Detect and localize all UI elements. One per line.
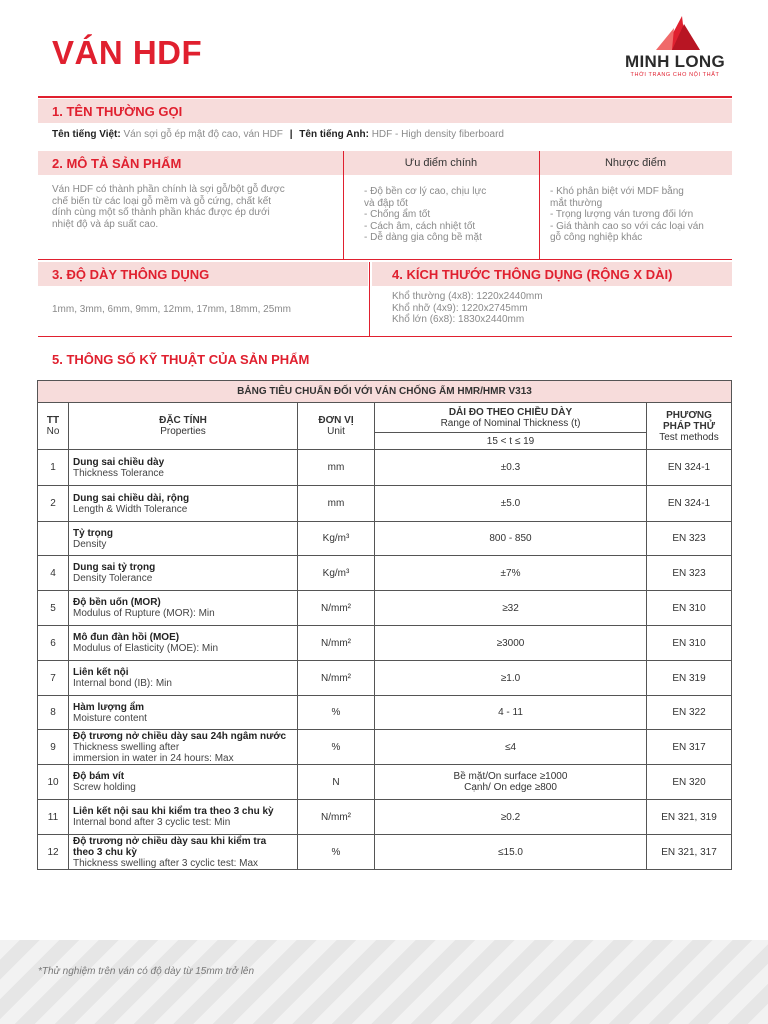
- table-row: [38, 661, 732, 696]
- row-value: ±7%: [375, 556, 647, 591]
- row-unit: %: [298, 730, 375, 765]
- property-en: Thickness swelling after immersion in water in 24 hours: Max: [73, 741, 234, 764]
- row-method: EN 310: [647, 591, 732, 626]
- row-method: EN 319: [647, 661, 732, 696]
- row-number: [38, 522, 69, 556]
- property-vi: Dung sai tỷ trọng: [73, 562, 156, 573]
- property-vi: Liên kết nội sau khi kiểm tra theo 3 chu kỳ: [73, 806, 274, 817]
- vi-name-label: Tên tiếng Việt:: [52, 129, 121, 140]
- row-method: EN 317: [647, 730, 732, 765]
- row-value: ≤15.0: [375, 835, 647, 870]
- table-caption: BẢNG TIÊU CHUẨN ĐỐI VỚI VÁN CHỐNG ẨM HMR/HMR V313: [38, 381, 732, 403]
- logo-tagline: THỜI TRANG CHO NỘI THẤT: [630, 72, 720, 78]
- property-vi: Dung sai chiều dài, rộng: [73, 492, 190, 504]
- row-value: Bề mặt/On surface ≥1000 Cạnh/ On edge ≥800: [375, 765, 647, 800]
- property-en: Moisture content: [73, 712, 147, 724]
- pros-list: - Độ bền cơ lý cao, chịu lực và đập tốt - Chống ẩm tốt - Cách âm, cách nhiệt tốt - Dễ dàng gia công bề mặt: [364, 186, 487, 243]
- row-property: [69, 661, 298, 696]
- col-header-range-sub: 15 < t ≤ 19: [375, 433, 647, 450]
- row-method: EN 322: [647, 696, 732, 730]
- spec-table: [37, 380, 732, 870]
- row-value: ±0.3: [375, 450, 647, 486]
- table-row: [38, 556, 732, 591]
- row-unit: mm: [298, 450, 375, 486]
- property-vi: Liên kết nội: [73, 667, 129, 678]
- property-vi: Hàm lượng ẩm: [73, 701, 145, 713]
- col-header-method: PHƯƠNG PHÁP THỬ Test methods: [647, 403, 732, 450]
- row-method: EN 310: [647, 626, 732, 661]
- property-vi: Dung sai chiều dày: [73, 456, 165, 468]
- row-method: EN 320: [647, 765, 732, 800]
- section2-divider-2: [539, 151, 540, 259]
- row-property: [69, 591, 298, 626]
- row-value: ≥0.2: [375, 800, 647, 835]
- product-description: Ván HDF có thành phần chính là sợi gỗ/bột gỗ được chế biến từ các loại gỗ mềm và gỗ cứng, chất kết dính cùng một số thành phần khác được ép dưới nhiệt độ và áp suất cao.: [52, 184, 285, 230]
- section1-heading: 1. TÊN THƯỜNG GỌI: [52, 104, 183, 119]
- row-unit: Kg/m³: [298, 522, 375, 556]
- row-number: 4: [38, 556, 69, 591]
- row-property: [69, 626, 298, 661]
- col-header-range: DẢI ĐO THEO CHIỀU DÀY Range of Nominal Thickness (t): [375, 403, 647, 433]
- section2-band: [38, 151, 732, 175]
- row-property: [69, 730, 298, 765]
- row-value: ≤4: [375, 730, 647, 765]
- row-number: 9: [38, 730, 69, 765]
- row-property: [69, 835, 298, 870]
- cons-list: - Khó phân biệt với MDF bằng mắt thường - Trọng lượng ván tương đối lớn - Giá thành cao so với các loại ván gỗ công nghiệp khác: [550, 186, 704, 243]
- property-vi: Mô đun đàn hồi (MOE): [73, 632, 180, 643]
- sail-logo-icon: [612, 14, 738, 54]
- row-method: EN 323: [647, 556, 732, 591]
- row-unit: N: [298, 765, 375, 800]
- row-method: EN 324-1: [647, 486, 732, 522]
- table-row: [38, 626, 732, 661]
- section34-divider: [369, 262, 370, 336]
- row-number: 8: [38, 696, 69, 730]
- property-en: Internal bond (IB): Min: [73, 678, 172, 689]
- property-en: Modulus of Rupture (MOR): Min: [73, 608, 215, 619]
- table-row: [38, 591, 732, 626]
- logo-name: MINH LONG: [625, 52, 725, 71]
- section2-divider-1: [343, 151, 344, 259]
- property-vi: Độ trương nở chiều dày sau khi kiểm tra theo 3 chu kỳ: [73, 835, 267, 858]
- row-number: 1: [38, 450, 69, 486]
- en-name-label: Tên tiếng Anh:: [299, 129, 369, 140]
- row-method: EN 321, 319: [647, 800, 732, 835]
- name-divider: |: [289, 129, 293, 140]
- section4-heading: 4. KÍCH THƯỚC THÔNG DỤNG (RỘNG X DÀI): [392, 267, 673, 282]
- property-vi: Độ bám vít: [73, 771, 125, 782]
- col-header-properties: ĐẶC TÍNH Properties: [69, 403, 298, 450]
- property-vi: Độ trương nở chiều dày sau 24h ngâm nước: [73, 730, 287, 742]
- table-row: [38, 730, 732, 765]
- table-row: [38, 522, 732, 556]
- row-unit: N/mm²: [298, 661, 375, 696]
- row-number: 6: [38, 626, 69, 661]
- property-vi: Tỷ trọng: [73, 527, 113, 539]
- row-value: ±5.0: [375, 486, 647, 522]
- property-en: Thickness swelling after 3 cyclic test: Max: [73, 857, 259, 869]
- spec-table-body: [38, 450, 732, 870]
- property-en: Modulus of Elasticity (MOE): Min: [73, 643, 219, 654]
- pros-heading: Ưu điểm chính: [404, 157, 478, 169]
- section1-band: [38, 99, 732, 123]
- table-row: [38, 486, 732, 522]
- row-property: [69, 800, 298, 835]
- page-title: VÁN HDF: [52, 34, 203, 71]
- property-en: Thickness Tolerance: [73, 467, 164, 479]
- size-list: Khổ thường (4x8): 1220x2440mm Khổ nhỡ (4x9): 1220x2745mm Khổ lớn (6x8): 1830x2440mm: [392, 291, 543, 325]
- table-row: [38, 696, 732, 730]
- row-unit: Kg/m³: [298, 556, 375, 591]
- row-property: [69, 696, 298, 730]
- table-row: [38, 765, 732, 800]
- section34-bottom-rule: [38, 336, 732, 337]
- property-en: Density: [73, 538, 107, 550]
- en-name-value: HDF - High density fiberboard: [371, 129, 504, 140]
- col-header-unit: ĐƠN VỊ Unit: [298, 403, 375, 450]
- row-method: EN 324-1: [647, 450, 732, 486]
- row-number: 7: [38, 661, 69, 696]
- row-number: 2: [38, 486, 69, 522]
- row-property: [69, 486, 298, 522]
- row-method: EN 321, 317: [647, 835, 732, 870]
- row-unit: %: [298, 835, 375, 870]
- section4-band: [372, 262, 732, 286]
- row-value: ≥1.0: [375, 661, 647, 696]
- footer-note: *Thử nghiệm trên ván có độ dày từ 15mm trở lên: [38, 966, 255, 977]
- section3-heading: 3. ĐỘ DÀY THÔNG DỤNG: [52, 267, 210, 282]
- property-en: Length & Width Tolerance: [73, 503, 188, 515]
- vi-name-value: Ván sợi gỗ ép mật độ cao, ván HDF: [123, 129, 283, 140]
- row-value: 4 - 11: [375, 696, 647, 730]
- table-row: [38, 835, 732, 870]
- cons-heading: Nhược điểm: [604, 157, 667, 169]
- table-row: [38, 450, 732, 486]
- row-number: 10: [38, 765, 69, 800]
- section5-heading: 5. THÔNG SỐ KỸ THUẬT CỦA SẢN PHẨM: [52, 352, 310, 367]
- row-property: [69, 522, 298, 556]
- row-number: 12: [38, 835, 69, 870]
- row-value: 800 - 850: [375, 522, 647, 556]
- section3-band: [38, 262, 368, 286]
- row-property: [69, 765, 298, 800]
- row-value: ≥3000: [375, 626, 647, 661]
- property-vi: Độ bền uốn (MOR): [73, 597, 161, 608]
- row-unit: %: [298, 696, 375, 730]
- property-en: Screw holding: [73, 782, 136, 793]
- section1-names: [52, 129, 504, 140]
- row-property: [69, 450, 298, 486]
- brand-logo: [612, 14, 738, 84]
- row-number: 5: [38, 591, 69, 626]
- row-unit: N/mm²: [298, 626, 375, 661]
- row-number: 11: [38, 800, 69, 835]
- row-value: ≥32: [375, 591, 647, 626]
- row-unit: N/mm²: [298, 800, 375, 835]
- row-method: EN 323: [647, 522, 732, 556]
- property-en: Internal bond after 3 cyclic test: Min: [73, 817, 231, 828]
- property-en: Density Tolerance: [73, 573, 153, 584]
- col-header-no: TT No: [38, 403, 69, 450]
- header-divider: [38, 96, 732, 98]
- table-row: [38, 800, 732, 835]
- row-unit: N/mm²: [298, 591, 375, 626]
- section2-bottom-rule: [38, 259, 732, 260]
- thickness-values: 1mm, 3mm, 6mm, 9mm, 12mm, 17mm, 18mm, 25mm: [52, 304, 291, 315]
- row-unit: mm: [298, 486, 375, 522]
- row-property: [69, 556, 298, 591]
- section2-heading: 2. MÔ TẢ SẢN PHẨM: [52, 156, 182, 171]
- footer-band: [0, 940, 768, 1024]
